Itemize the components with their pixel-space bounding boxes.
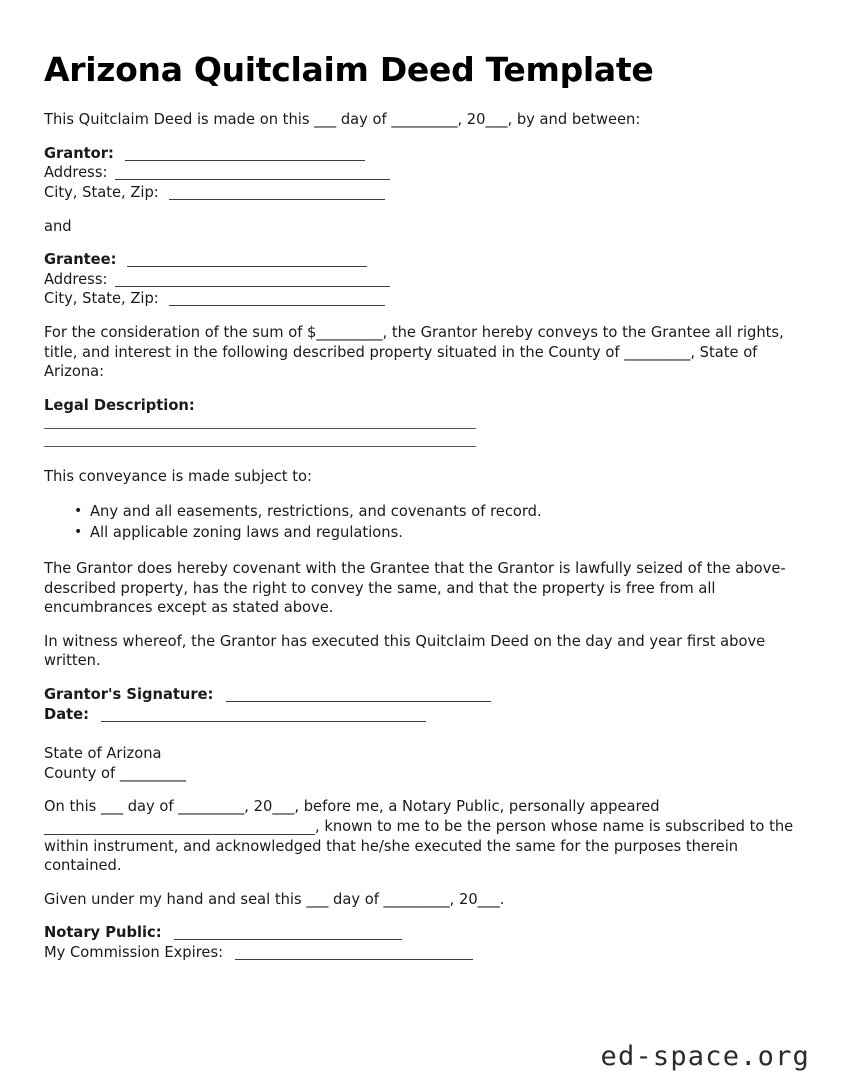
signature-date-row	[44, 705, 800, 725]
commission-expires-label: My Commission Expires:	[44, 943, 224, 961]
grantor-city-row	[44, 183, 800, 203]
subject-to-list	[44, 501, 800, 543]
signature-date-label: Date:	[44, 705, 89, 723]
notary-ack-line-1: On this ___ day of _________, 20___, before me, a Notary Public, personally appeared	[44, 798, 660, 816]
notary-public-blank[interactable]	[174, 939, 402, 940]
grantor-name-row	[44, 144, 800, 164]
notary-signature-block	[44, 923, 800, 962]
list-item: • Any and all easements, restrictions, and covenants of record.	[90, 501, 800, 522]
grantee-city-blank[interactable]	[169, 305, 385, 306]
grantee-address-blank[interactable]	[115, 286, 390, 287]
county-line	[44, 764, 800, 784]
grantor-signature-blank[interactable]	[226, 701, 491, 702]
site-watermark: ed-space.org	[600, 1041, 810, 1072]
state-line: State of Arizona	[44, 745, 162, 763]
legal-description-blank-2[interactable]	[44, 446, 476, 447]
grantor-name-blank[interactable]	[125, 160, 365, 161]
grantee-address-label: Address:	[44, 270, 108, 288]
page-title: Arizona Quitclaim Deed Template	[44, 50, 654, 89]
grantee-label: Grantee:	[44, 251, 117, 269]
grantee-city-label: City, State, Zip:	[44, 290, 159, 308]
intro-paragraph: This Quitclaim Deed is made on this ___ day of _________, 20___, by and between:	[44, 111, 641, 129]
legal-description-blank-1[interactable]	[44, 428, 476, 429]
county-blank-text[interactable]: _________	[119, 764, 186, 782]
signature-date-blank[interactable]	[101, 721, 426, 722]
witness-paragraph: In witness whereof, the Grantor has executed this Quitclaim Deed on the day and year first above written.	[44, 632, 766, 670]
subject-to-intro: This conveyance is made subject to:	[44, 468, 312, 486]
grantee-city-row	[44, 289, 800, 309]
grantor-block	[44, 144, 800, 203]
consideration-paragraph: For the consideration of the sum of $_________, the Grantor hereby conveys to the Grantee all rights, title, and interest in the following described property situated in the County of _________, State of Arizona:	[44, 324, 784, 381]
legal-description-heading: Legal Description:	[44, 396, 195, 414]
grantee-address-row	[44, 270, 800, 290]
legal-description-lines	[44, 428, 800, 447]
grantee-name-row	[44, 250, 800, 270]
commission-expires-row	[44, 943, 800, 963]
covenant-paragraph: The Grantor does hereby covenant with the Grantee that the Grantor is lawfully seized of the above-described property, has the right to convey the same, and that the property is free from all encumbrances except as stated above.	[44, 560, 786, 617]
seal-paragraph: Given under my hand and seal this ___ day of _________, 20___.	[44, 890, 505, 908]
grantor-city-label: City, State, Zip:	[44, 184, 159, 202]
grantor-address-blank[interactable]	[115, 179, 390, 180]
grantor-address-label: Address:	[44, 164, 108, 182]
grantee-name-blank[interactable]	[127, 266, 367, 267]
connector-text: and	[44, 217, 72, 235]
notary-public-row	[44, 923, 800, 943]
venue-block	[44, 744, 800, 783]
grantor-label: Grantor:	[44, 144, 114, 162]
grantor-address-row	[44, 163, 800, 183]
notary-ack-line-2-rest: , known to me to be the person whose name is subscribed to the within instrument, and acknowledged that he/she executed the same for the purposes therein contained.	[44, 817, 794, 875]
signature-block	[44, 685, 800, 724]
grantor-signature-label: Grantor's Signature:	[44, 685, 214, 703]
grantor-signature-row	[44, 685, 800, 705]
commission-expires-blank[interactable]	[235, 959, 473, 960]
grantor-city-blank[interactable]	[169, 199, 385, 200]
notary-acknowledgement	[44, 797, 800, 875]
grantee-block	[44, 250, 800, 309]
document-content	[44, 52, 800, 977]
list-item: • All applicable zoning laws and regulations.	[90, 522, 800, 543]
notary-appeared-name-blank[interactable]	[44, 834, 315, 835]
notary-public-label: Notary Public:	[44, 924, 162, 942]
county-label: County of	[44, 764, 116, 782]
